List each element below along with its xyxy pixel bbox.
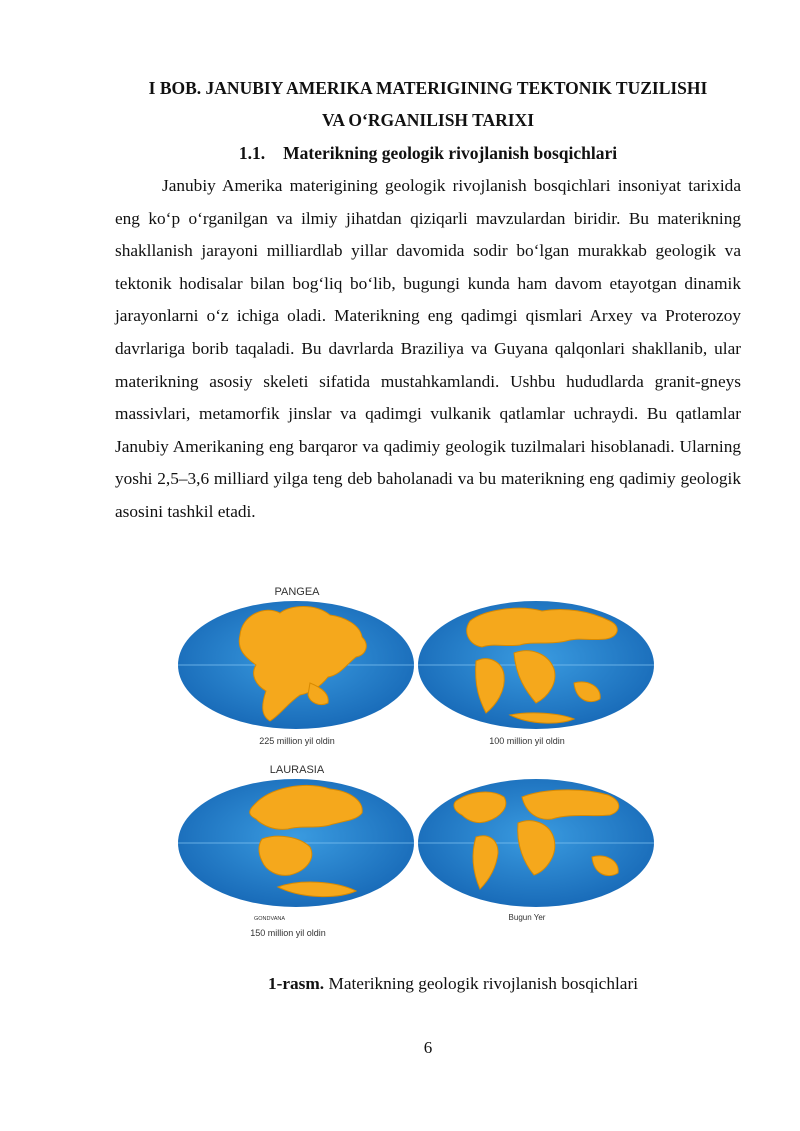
section-number: 1.1. [238,143,266,163]
map-3-sub-label: GONDVANA [254,916,286,922]
continental-drift-maps [170,575,660,945]
map-2-bottom-label: 100 million yil oldin [489,736,565,746]
chapter-title-line-1: I BOB. JANUBIY AMERIKA MATERIGINING TEKTONIK TUZILISHI [148,78,708,98]
caption-label: 1-rasm. [267,974,325,993]
body-paragraph: Janubiy Amerika materigining geologik rivojlanish bosqichlari insoniyat tarixida eng ko‘p o‘rganilgan va ilmiy jihatdan qiziqarli mavzulardan biridir. Bu materikning shakllanish jarayoni milliardlab yillar davomida sodir bo‘lgan murakkab geologik va tektonik hodisalar bilan bog‘liq bo‘lib, bugungi kunda ham davom etayotgan dinamik jarayonlarni o‘z ichiga oladi. Materikning eng qadimgi qismlari Arxey va Proterozoy davrlariga borib taqaladi. Bu davrlarda Braziliya va Guyana qalqonlari shakllanib, ular materikning asosiy skeleti sifatida mustahkamlandi. Ushbu hududlarda granit-gneys massivlari, metamorfik jinslar va qadimgi vulkanik qatlamlar uchraydi. Bu qatlamlar Janubiy Amerikaning eng barqaror va qadimiy geologik tuzilmalari hisoblanadi. Ularning yoshi 2,5–3,6 milliard yilga teng deb baholanadi va bu materikning eng qadimiy geologik asosini tashkil etadi. [115,176,741,521]
map-today [418,779,654,922]
map-4-bottom-label: Bugun Yer [508,913,546,922]
map-pangea [178,586,414,746]
caption-text: Materikning geologik rivojlanish bosqichlari [328,974,639,993]
map-3-bottom-label: 150 million yil oldin [250,928,326,938]
map-100-million [418,601,654,746]
section-heading [0,137,800,169]
map-3-top-label: LAURASIA [269,764,325,776]
map-laurasia [178,764,414,938]
continental-drift-figure [170,575,660,945]
eurasia-shape [522,790,619,819]
page-number: 6 [423,1038,433,1057]
map-1-bottom-label: 225 million yil oldin [259,736,335,746]
map-1-top-label: PANGEA [274,586,320,598]
chapter-title-line-2: VA O‘RGANILISH TARIXI [322,110,534,130]
figure-caption [0,970,800,998]
section-title: Materikning geologik rivojlanish bosqichlari [283,143,618,163]
